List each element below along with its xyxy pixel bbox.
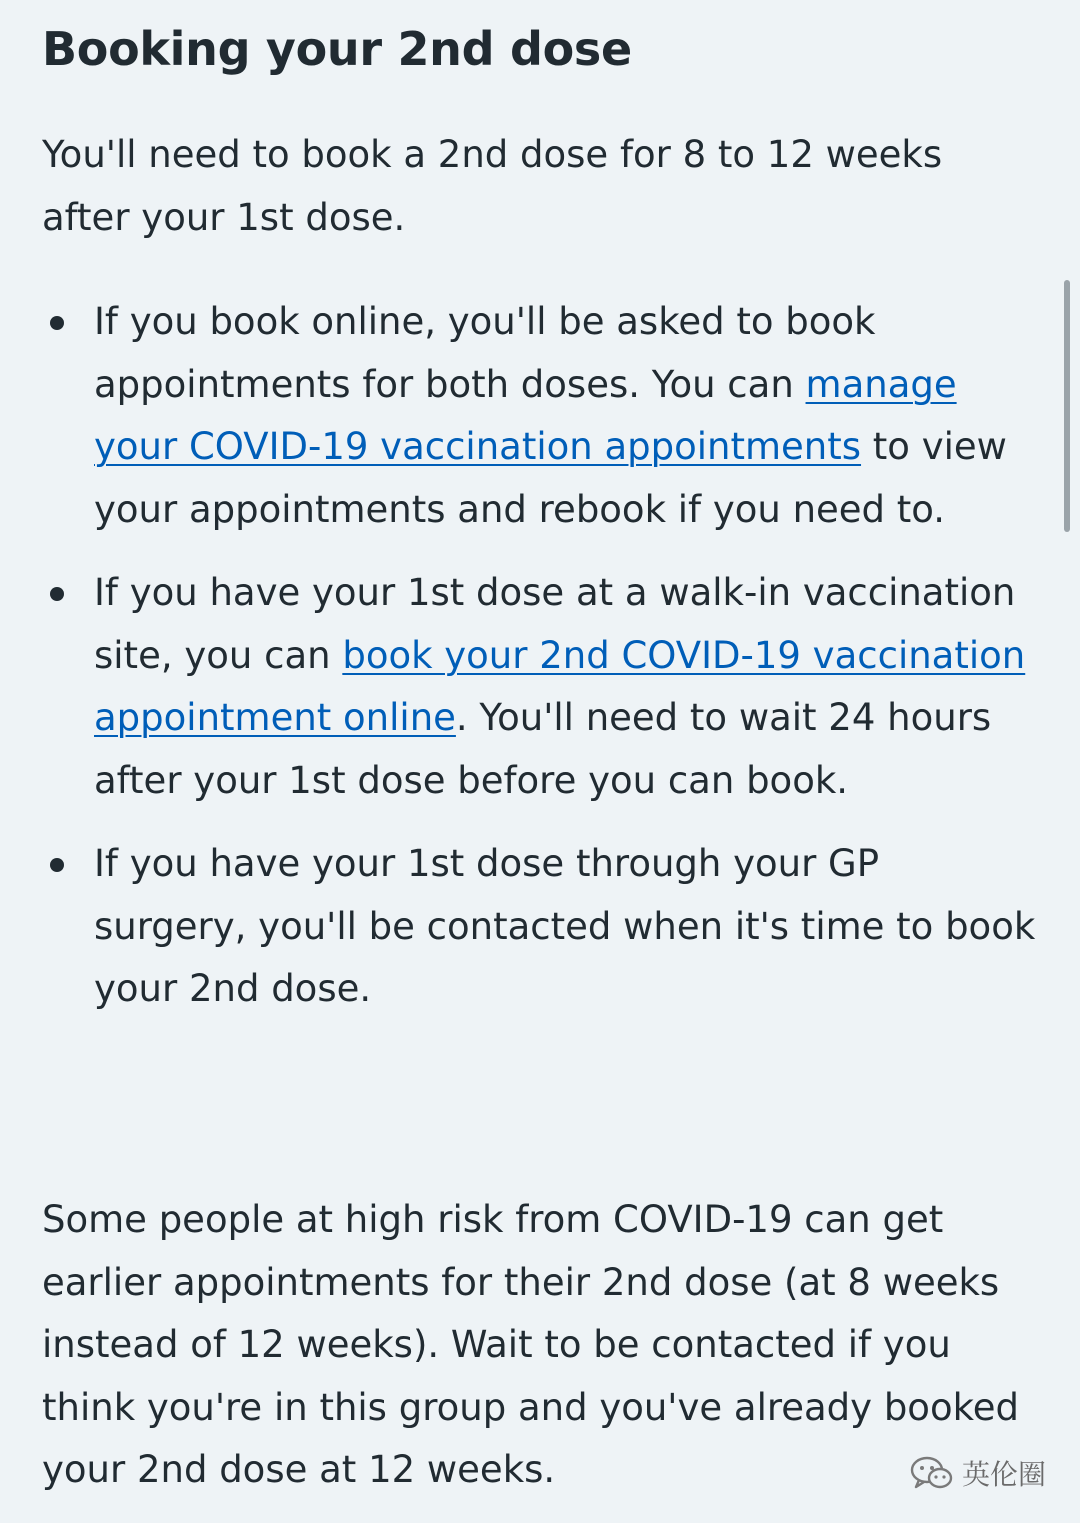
bullet-icon xyxy=(50,587,64,601)
list-item-text: . You'll need to wait 24 hours after your 1st dose before you can book. xyxy=(94,696,992,802)
list-item-text: to view your appointments and rebook if you need to. xyxy=(94,425,1007,531)
list-item-text: If you have your 1st dose at a walk-in vaccination site, you can xyxy=(94,571,1016,677)
list-item xyxy=(42,291,1042,541)
book-2nd-dose-link[interactable]: book your 2nd COVID-19 vaccination appointment online xyxy=(94,633,1026,739)
watermark xyxy=(910,1453,1046,1493)
list-item xyxy=(42,562,1042,812)
list-item xyxy=(42,833,1042,1021)
booking-options-list xyxy=(42,291,1042,1042)
bullet-icon xyxy=(50,316,64,330)
high-risk-note: Some people at high risk from COVID-19 can get earlier appointments for their 2nd dose (at 8 weeks instead of 12 weeks). Wait to be contacted if you think you're in this group and you've already booked your 2nd dose at 12 weeks. xyxy=(42,1198,1019,1491)
scrollbar[interactable] xyxy=(1064,280,1070,532)
page-heading: Booking your 2nd dose xyxy=(42,22,632,76)
list-item-text: If you have your 1st dose through your GP surgery, you'll be contacted when it's time to book your 2nd dose. xyxy=(94,842,1036,1010)
watermark-text: 英伦圈 xyxy=(961,1458,1046,1491)
manage-appointments-link[interactable]: manage your COVID-19 vaccination appointments xyxy=(94,362,957,468)
list-item-text: If you book online, you'll be asked to book appointments for both doses. You can xyxy=(94,300,876,406)
intro-paragraph: You'll need to book a 2nd dose for 8 to 12 weeks after your 1st dose. xyxy=(42,133,943,239)
bullet-icon xyxy=(50,858,64,872)
wechat-icon xyxy=(910,1455,954,1491)
